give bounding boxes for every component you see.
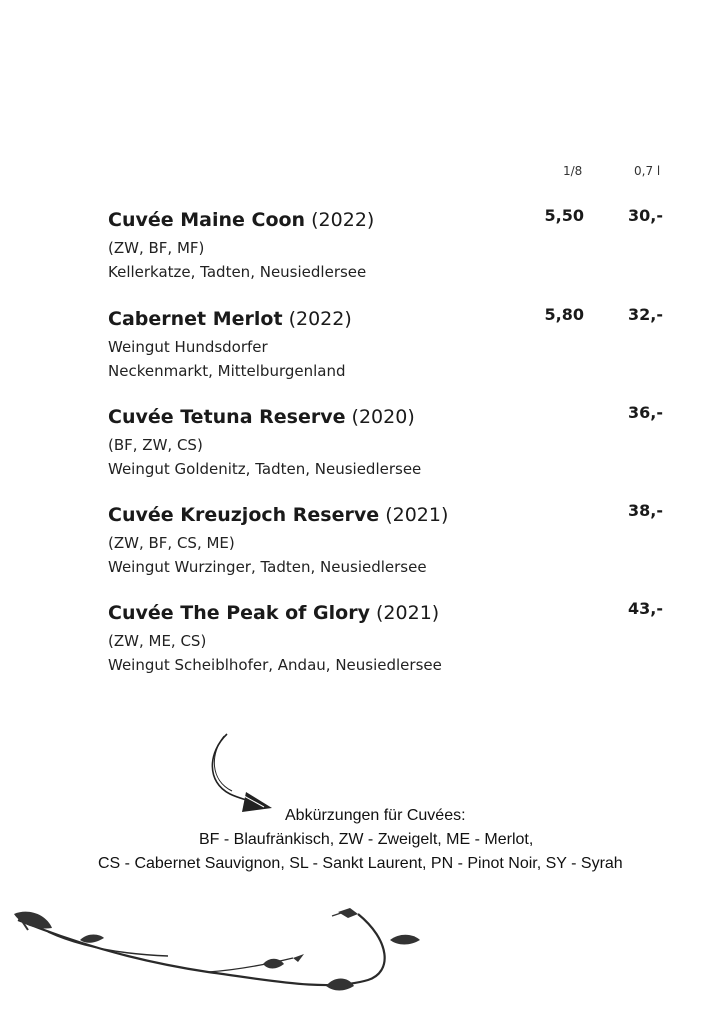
wine-name: Cuvée Maine Coon [108, 209, 306, 231]
wine-grapes: (BF, ZW, CS) [108, 436, 203, 454]
column-header-glass: 1/8 [563, 164, 583, 178]
wine-year: (2022) [311, 209, 375, 231]
wine-origin: Weingut Scheiblhofer, Andau, Neusiedlersee [108, 656, 442, 674]
price-bottle: 43,- [628, 599, 663, 618]
wine-grapes: (ZW, BF, MF) [108, 239, 205, 257]
wine-name-line [108, 503, 448, 527]
wine-year: (2022) [288, 308, 352, 330]
wine-name-line [108, 405, 415, 429]
wine-origin: Kellerkatze, Tadten, Neusiedlersee [108, 263, 367, 281]
wine-year: (2021) [376, 602, 440, 624]
wine-name-line [108, 208, 374, 232]
vine-branch-icon [8, 900, 428, 1000]
wine-producer: Weingut Hundsdorfer [108, 338, 268, 356]
price-bottle: 30,- [628, 206, 663, 225]
wine-origin: Neckenmarkt, Mittelburgenland [108, 362, 346, 380]
wine-item [108, 503, 668, 583]
wine-grapes: (ZW, BF, CS, ME) [108, 534, 235, 552]
wine-origin: Weingut Goldenitz, Tadten, Neusiedlersee [108, 460, 422, 478]
price-bottle: 36,- [628, 403, 663, 422]
price-bottle: 32,- [628, 305, 663, 324]
wine-year: (2021) [385, 504, 449, 526]
wine-item [108, 405, 668, 485]
price-glass: 5,80 [544, 305, 584, 324]
wine-grapes: (ZW, ME, CS) [108, 632, 207, 650]
wine-year: (2020) [351, 406, 415, 428]
abbreviations-line-2: CS - Cabernet Sauvignon, SL - Sankt Laurent, PN - Pinot Noir, SY - Syrah [98, 855, 623, 872]
abbreviations-title: Abkürzungen für Cuvées: [285, 807, 466, 824]
wine-item [108, 208, 668, 288]
column-header-bottle: 0,7 l [634, 164, 661, 178]
hand-drawn-arrow-icon [200, 730, 290, 820]
wine-name: Cuvée The Peak of Glory [108, 602, 370, 624]
wine-name: Cabernet Merlot [108, 308, 283, 330]
wine-name-line [108, 601, 439, 625]
wine-origin: Weingut Wurzinger, Tadten, Neusiedlersee [108, 558, 427, 576]
wine-item [108, 307, 668, 387]
abbreviations-line-1: BF - Blaufränkisch, ZW - Zweigelt, ME - Merlot, [199, 831, 534, 848]
wine-name-line [108, 307, 352, 331]
wine-item [108, 601, 668, 681]
price-bottle: 38,- [628, 501, 663, 520]
price-glass: 5,50 [544, 206, 584, 225]
wine-name: Cuvée Kreuzjoch Reserve [108, 504, 380, 526]
wine-name: Cuvée Tetuna Reserve [108, 406, 346, 428]
